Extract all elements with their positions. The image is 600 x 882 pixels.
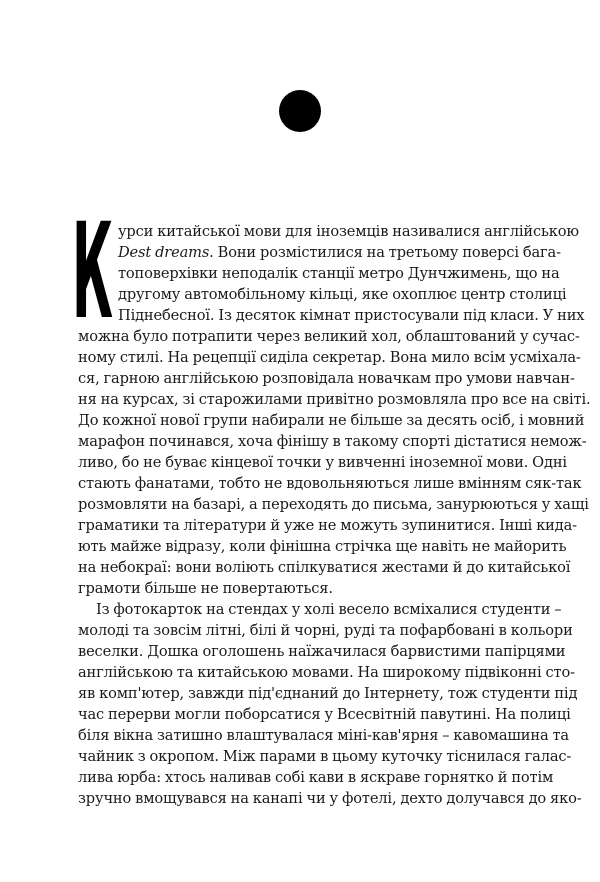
text-line: До кожної нової групи набирали не більше за десять осіб, і мовний — [78, 412, 585, 429]
text-line: Із фотокарток на стендах у холі весело всміхалися студенти – — [96, 601, 562, 618]
text-line: зручно вмощувався на канапі чи у фотелі, дехто долучався до яко- — [78, 790, 582, 807]
text-line: грамоти більше не повертаються. — [78, 580, 333, 597]
text-line: біля вікна затишно влаштувалася міні-кав'ярня – кавомашина та — [78, 727, 569, 744]
text-line: на небокраї: вони воліють спілкуватися жестами й до китайської — [78, 559, 571, 576]
text-line: топоверхівки неподалік станції метро Дунчжимень, що на — [118, 265, 560, 282]
text-line: англійською та китайською мовами. На широкому підвіконні сто- — [78, 664, 575, 681]
text-line: час перерви могли поборсатися у Всесвітній павутині. На полиці — [78, 706, 571, 723]
text-line: лива юрба: хтось наливав собі кави в яскраве горнятко й потім — [78, 769, 554, 786]
text-line: граматики та літератури й уже не можуть зупинитися. Інші кида- — [78, 517, 577, 534]
text-line: розмовляти на базарі, а переходять до письма, занурюються у хащі — [78, 496, 589, 513]
text-line: можна було потрапити через великий хол, облаштований у сучас- — [78, 328, 580, 345]
drop-cap-letter: К — [72, 195, 114, 349]
text-line: веселки. Дошка оголошень наїжачилася барвистими папірцями — [78, 643, 566, 660]
text-line: другому автомобільному кільці, яке охоплює центр столиці — [118, 286, 567, 303]
body-text — [78, 221, 591, 809]
chapter-ornament-dot — [279, 90, 321, 132]
text-line: Піднебесної. Із десяток кімнат пристосували під класи. У них — [118, 307, 585, 324]
text-line: ня на курсах, зі старожилами привітно розмовляла про все на світі. — [78, 391, 591, 408]
text-line: чайник з окропом. Між парами в цьому куточку тіснилася галас- — [78, 748, 572, 765]
text-line: яв комп'ютер, завжди під'єднаний до Інтернету, тож студенти під — [78, 685, 578, 702]
italic-title: Dest dreams — [118, 244, 210, 261]
text-line: ному стилі. На рецепції сиділа секретар. Вона мило всім усміхала- — [78, 349, 581, 366]
text-line: ють майже відразу, коли фінішна стрічка ще навіть не майорить — [78, 538, 567, 555]
text-line: ливо, бо не буває кінцевої точки у вивченні іноземної мови. Одні — [78, 454, 567, 471]
text-line: молоді та зовсім літні, білі й чорні, руді та пофарбовані в кольори — [78, 622, 573, 639]
paragraph-1 — [78, 221, 591, 599]
text-line: стають фанатами, тобто не вдовольняються лише вмінням сяк-так — [78, 475, 582, 492]
text-line: урси китайської мови для іноземців називалися англійською — [118, 223, 579, 240]
paragraph-2 — [78, 599, 582, 809]
text-line: ся, гарною англійською розповідала новачкам про умови навчан- — [78, 370, 575, 387]
text-line: Dest dreams. Вони розмістилися на третьому поверсі бага- — [118, 244, 561, 261]
text-line: марафон починався, хоча фінішу в такому спорті дістатися немож- — [78, 433, 587, 450]
